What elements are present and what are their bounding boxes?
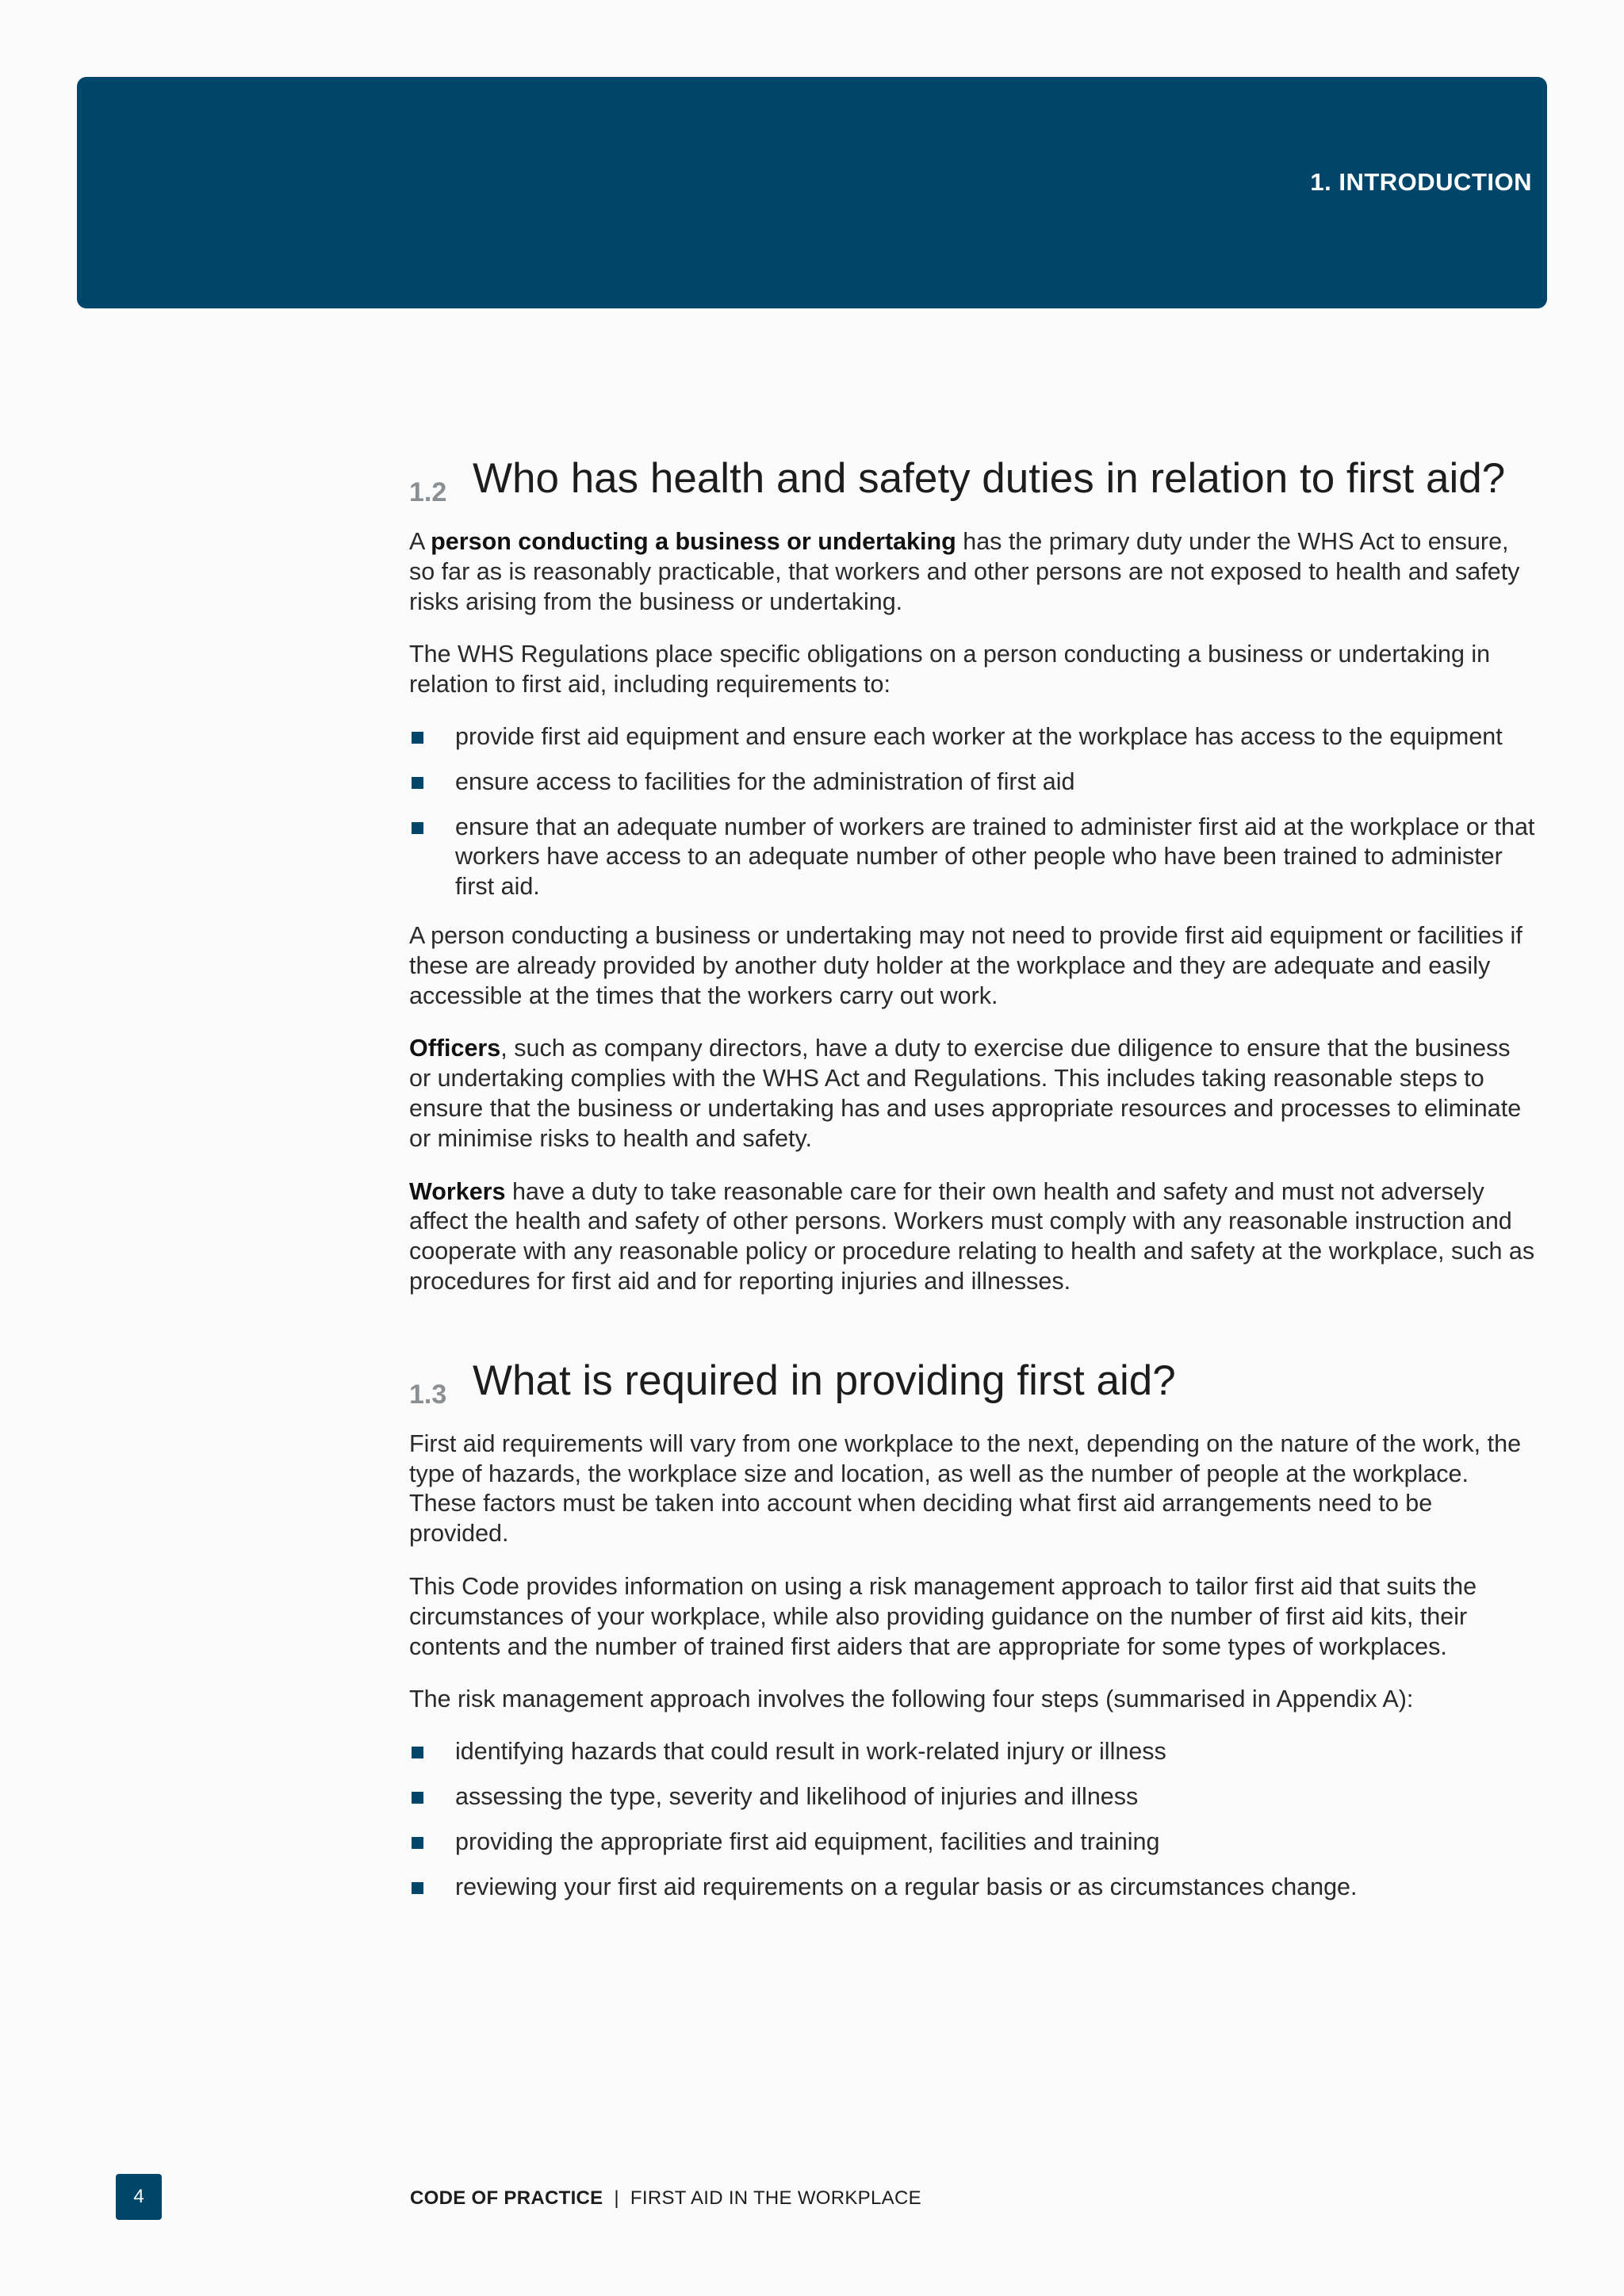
section-heading-1-3 xyxy=(409,1356,1535,1410)
text: has the primary duty under the WHS Act to ensure, so far as is reasonably practicable, that workers and other persons are not exposed to health and safety risks arising from the business or undertaking. xyxy=(409,528,1520,615)
paragraph xyxy=(409,527,1535,617)
defined-term: Workers xyxy=(409,1177,506,1205)
doc-subtitle: FIRST AID IN THE WORKPLACE xyxy=(630,2187,921,2209)
section-number: 1.3 xyxy=(409,1379,447,1410)
bullet-list xyxy=(409,722,1535,902)
footer-separator: | xyxy=(614,2187,619,2209)
section-number: 1.2 xyxy=(409,477,447,507)
list-item: providing the appropriate first aid equipment, facilities and training xyxy=(409,1827,1535,1858)
paragraph xyxy=(409,1034,1535,1154)
list-item: assessing the type, severity and likelihood of injuries and illness xyxy=(409,1782,1535,1812)
page-number: 4 xyxy=(116,2174,162,2220)
section-label: 1. INTRODUCTION xyxy=(1310,168,1532,196)
paragraph xyxy=(409,1177,1535,1297)
section-title: What is required in providing first aid? xyxy=(473,1357,1176,1404)
text: have a duty to take reasonable care for their own health and safety and must not adversely affect the health and safety of other persons. Workers must comply with any reasonable instruction and cooperate with any reasonable policy or procedure relating to health and safety at the workplace, such as procedures for first aid and for reporting injuries and illnesses. xyxy=(409,1177,1535,1295)
section-heading-1-2 xyxy=(409,453,1535,507)
doc-title: CODE OF PRACTICE xyxy=(410,2187,603,2209)
bullet-list xyxy=(409,1737,1535,1902)
main-content xyxy=(409,453,1535,1902)
defined-term: person conducting a business or undertaking xyxy=(431,528,956,555)
text: , such as company directors, have a duty to exercise due diligence to ensure that the business or undertaking complies with the WHS Act and Regulations. This includes taking reasonable steps to ensure that the business or undertaking has and uses appropriate resources and processes to eliminate or minimise risks to health and safety. xyxy=(409,1035,1522,1152)
paragraph: First aid requirements will vary from one workplace to the next, depending on the nature of the work, the type of hazards, the workplace size and location, as well as the number of people at the workplace. These factors must be taken into account when deciding what first aid arrangements need to be provided. xyxy=(409,1429,1522,1548)
list-item: ensure that an adequate number of workers are trained to administer first aid at the workplace or that workers have access to an adequate number of other people who have been trained to administer first aid. xyxy=(409,813,1535,902)
list-item: identifying hazards that could result in work-related injury or illness xyxy=(409,1737,1535,1767)
footer-title xyxy=(410,2187,921,2210)
paragraph: This Code provides information on using a risk management approach to tailor first aid that suits the circumstances of your workplace, while also providing guidance on the number of first aid kits, their contents and the number of trained first aiders that are appropriate for some types of workplaces. xyxy=(409,1572,1477,1660)
text: A xyxy=(409,528,431,555)
list-item: reviewing your first aid requirements on a regular basis or as circumstances change. xyxy=(409,1873,1535,1903)
section-title: Who has health and safety duties in relation to first aid? xyxy=(473,455,1506,502)
paragraph: A person conducting a business or undertaking may not need to provide first aid equipment or facilities if these are already provided by another duty holder at the workplace and they are adequate and easily accessible at the times that the workers carry out work. xyxy=(409,921,1522,1009)
list-item: provide first aid equipment and ensure each worker at the workplace has access to the equipment xyxy=(409,722,1535,752)
defined-term: Officers xyxy=(409,1035,501,1062)
list-item: ensure access to facilities for the administration of first aid xyxy=(409,767,1535,798)
paragraph: The risk management approach involves the following four steps (summarised in Appendix A): xyxy=(409,1686,1414,1713)
paragraph: The WHS Regulations place specific obligations on a person conducting a business or undertaking in relation to first aid, including requirements to: xyxy=(409,641,1491,698)
